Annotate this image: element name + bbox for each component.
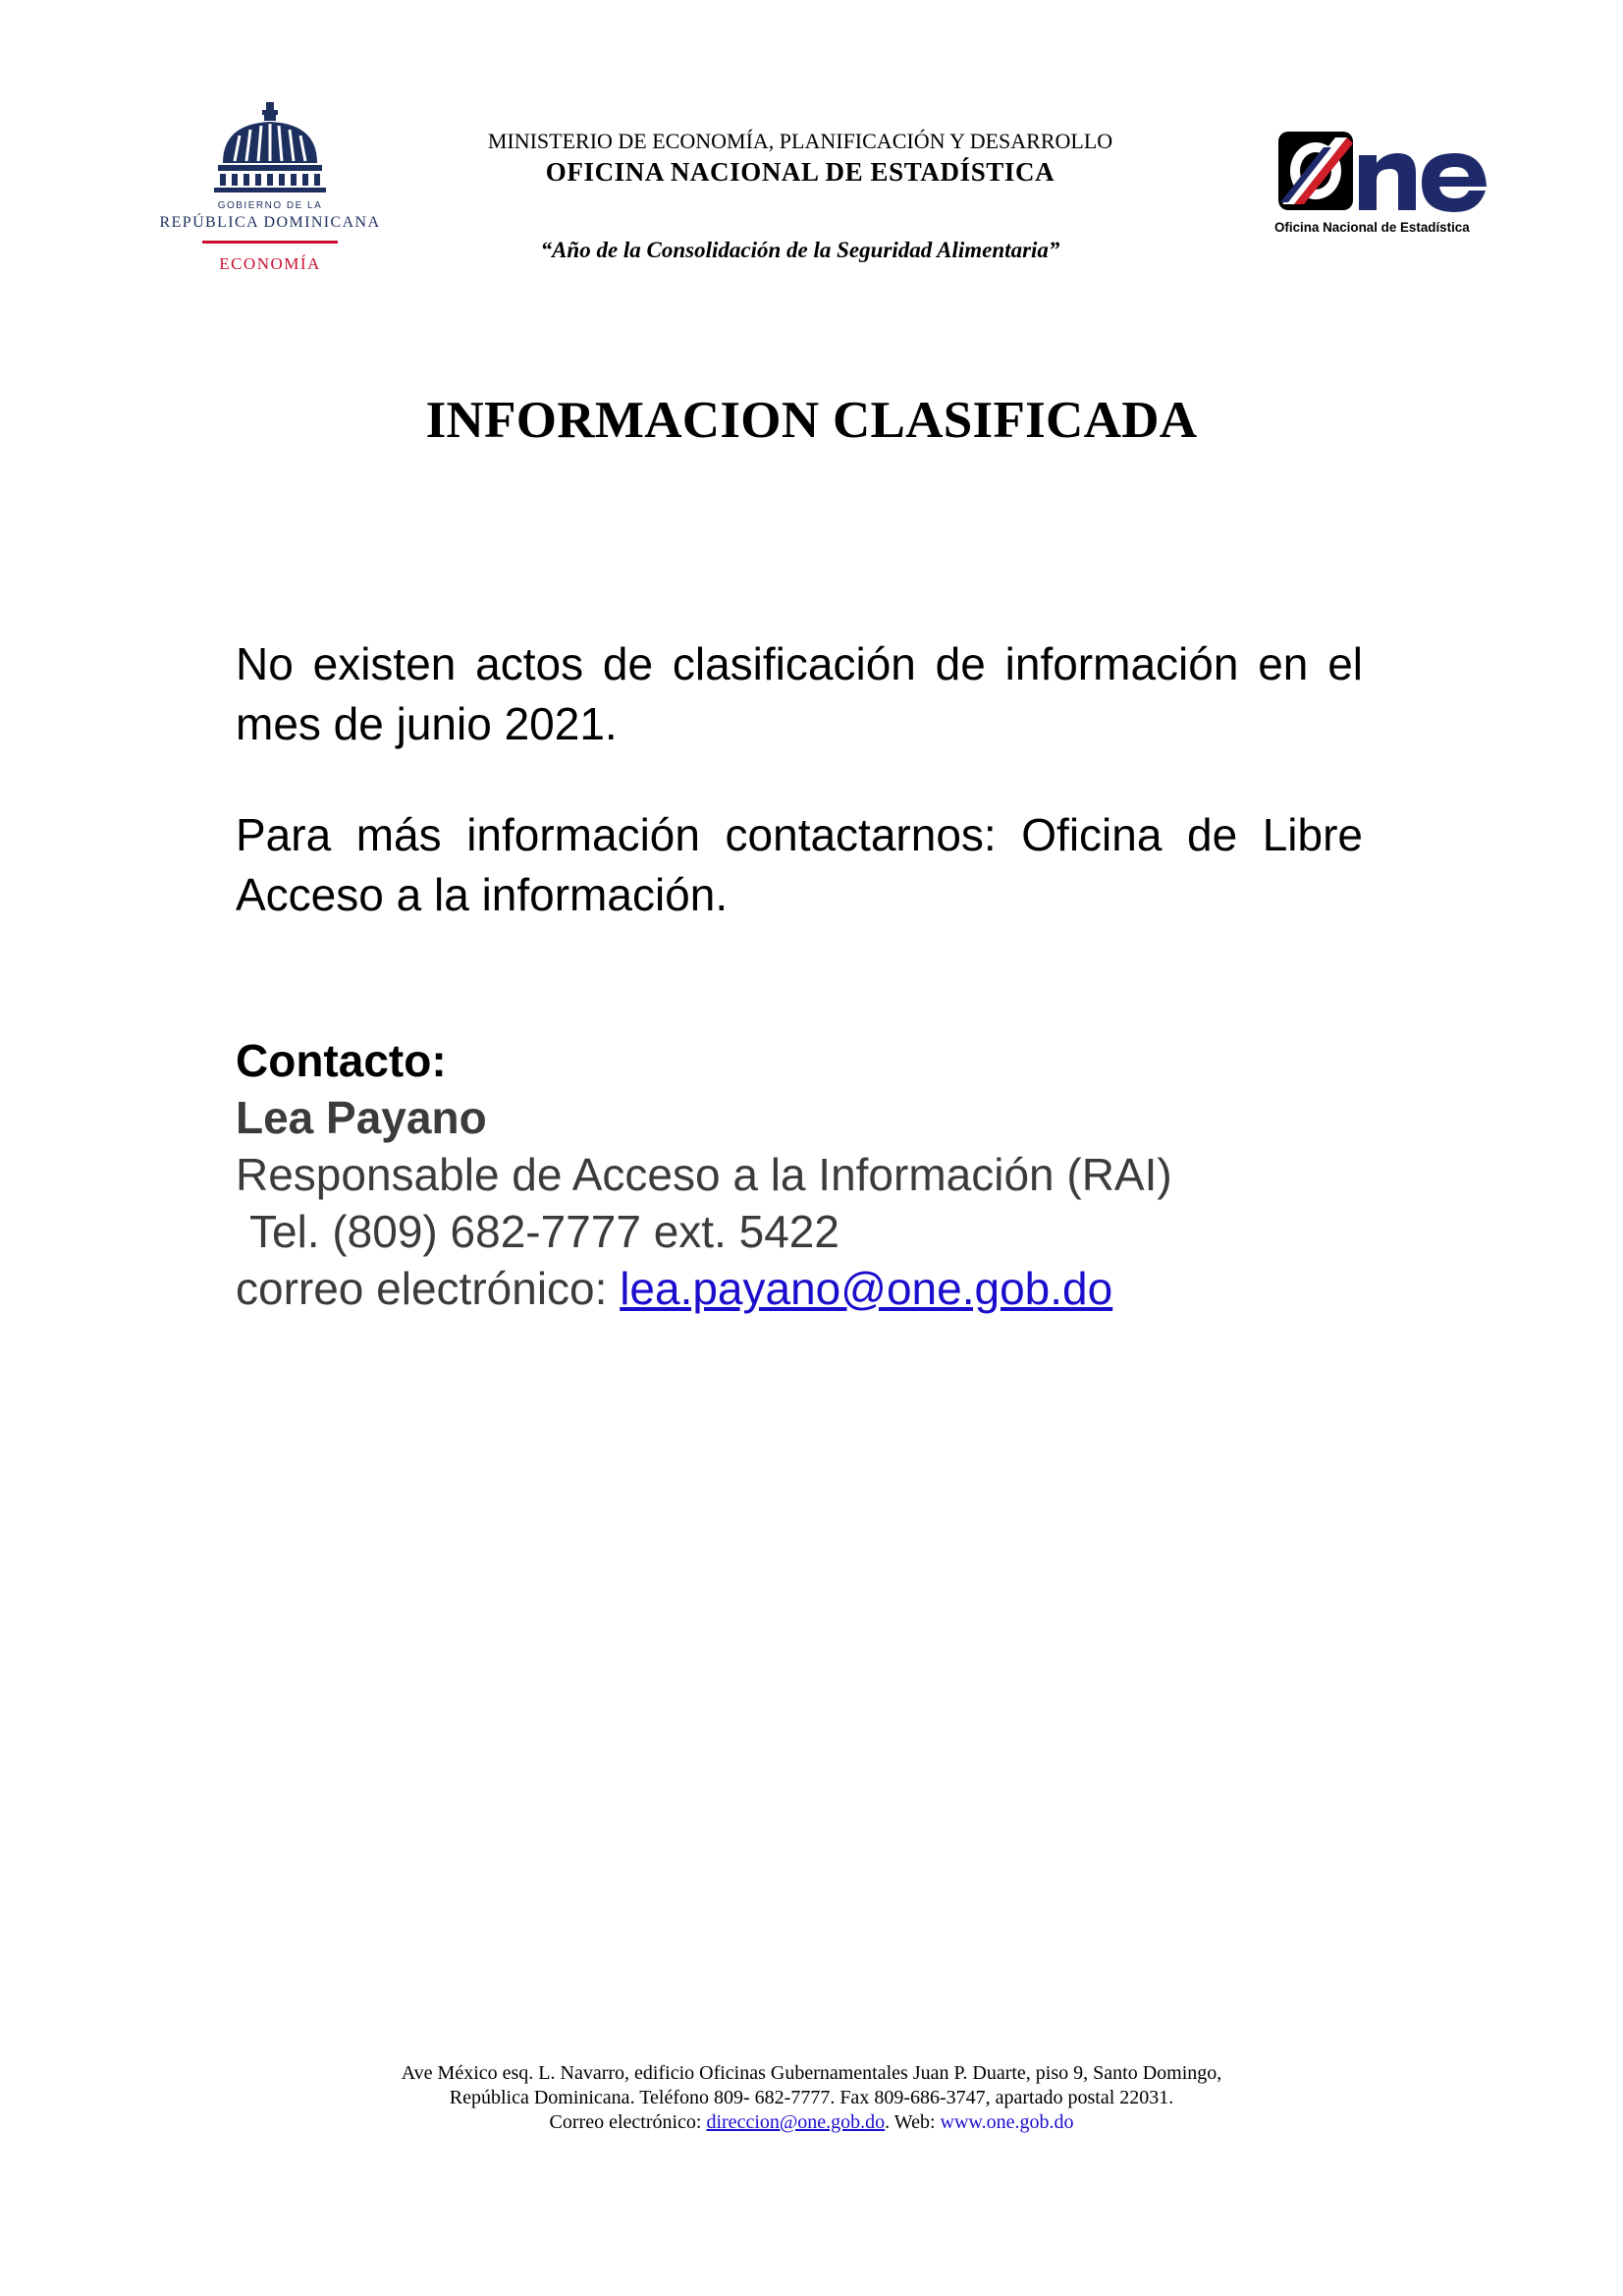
footer-web-label: . Web:	[885, 2111, 941, 2133]
document-title: INFORMACION CLASIFICADA	[425, 392, 1198, 449]
ministry-name: MINISTERIO DE ECONOMÍA, PLANIFICACIÓN Y DESARROLLO	[487, 129, 1113, 153]
contact-role: Responsable de Acceso a la Información (RAI)	[236, 1149, 1172, 1200]
footer	[295, 2061, 1328, 2135]
no-classification-paragraph: No existen actos de clasificación de información en el mes de junio 2021.	[236, 638, 1363, 749]
footer-address-line: Ave México esq. L. Navarro, edificio Oficinas Gubernamentales Juan P. Duarte, piso 9, Santo Domingo,	[401, 2062, 1222, 2084]
footer-phone-line: República Dominicana. Teléfono 809- 682-7777. Fax 809-686-3747, apartado postal 22031.	[449, 2087, 1174, 2108]
footer-email-link[interactable]: direccion@one.gob.do	[706, 2111, 886, 2133]
one-tagline: Oficina Nacional de Estadística	[1274, 220, 1470, 235]
gov-logo-line-3: ECONOMÍA	[219, 254, 321, 273]
contact-name: Lea Payano	[236, 1092, 487, 1143]
office-name: OFICINA NACIONAL DE ESTADÍSTICA	[545, 157, 1055, 187]
contact-phone: Tel. (809) 682-7777 ext. 5422	[249, 1206, 839, 1257]
one-wordmark-icon	[1274, 126, 1490, 216]
gov-logo-line-2: REPÚBLICA DOMINICANA	[159, 214, 381, 231]
contact-us-paragraph: Para más información contactarnos: Oficina de Libre Acceso a la información.	[236, 809, 1363, 920]
gov-logo-line-1: GOBIERNO DE LA	[217, 200, 323, 211]
contact-email-line	[236, 1260, 1414, 1317]
one-logo	[1274, 126, 1490, 240]
year-motto: “Año de la Consolidación de la Seguridad Alimentaria”	[540, 238, 1060, 262]
contact-email-link[interactable]: lea.payano@one.gob.do	[620, 1263, 1113, 1314]
footer-contact-line	[295, 2110, 1328, 2135]
contact-email-label: correo electrónico:	[236, 1263, 621, 1314]
footer-web-link[interactable]: www.one.gob.do	[940, 2111, 1074, 2133]
footer-email-label: Correo electrónico:	[549, 2111, 707, 2133]
gov-logo-divider	[202, 241, 338, 244]
contact-heading: Contacto:	[236, 1035, 447, 1086]
capitol-dome-icon	[155, 98, 385, 196]
government-logo	[155, 98, 385, 285]
contact-block	[236, 1032, 1414, 1317]
